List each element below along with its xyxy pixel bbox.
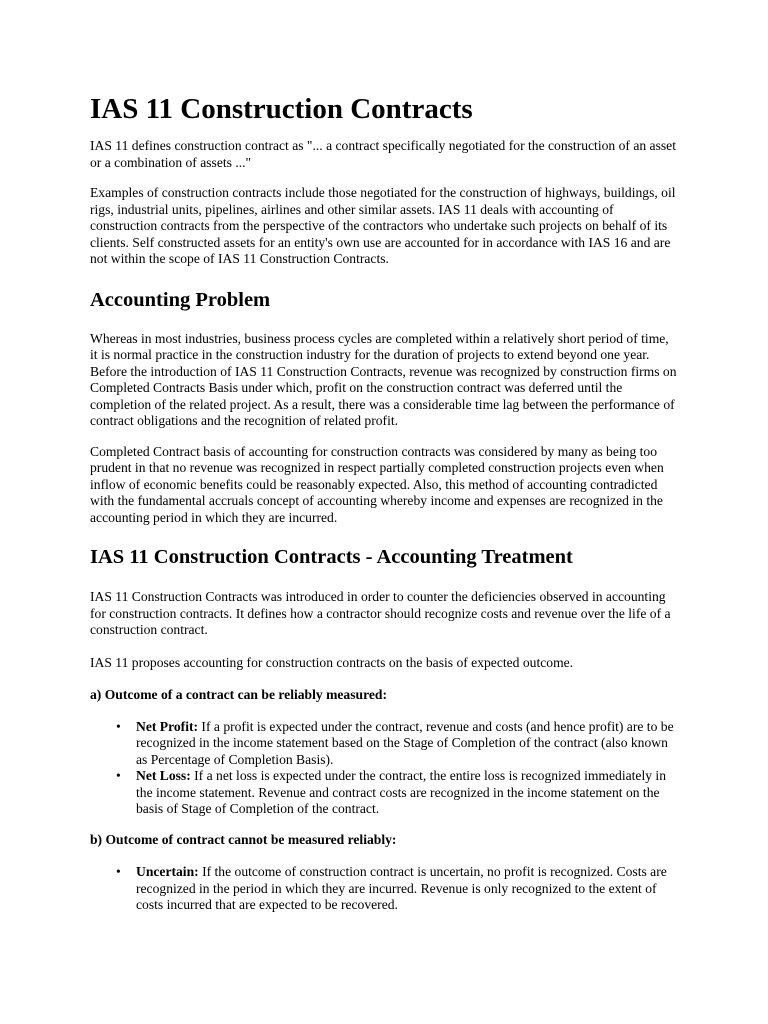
list-item-text: If a profit is expected under the contract, revenue and costs (and hence profit) are to be recognized in the income statement based on the Stage of Completion of the contract (also known as Percentage of Completion Basis). — [136, 718, 674, 767]
examples-paragraph: Examples of construction contracts include those negotiated for the construction of highways, buildings, oil rigs, industrial units, pipelines, airlines and other similar assets. IAS 11 deals with accounting of construction contracts from the perspective of the contractors who undertake such projects on behalf of its clients. Self constructed assets for an entity's own use are accounted for in accordance with IAS 16 and are not within the scope of IAS 11 Construction Contracts. — [90, 185, 676, 266]
treatment-paragraph-1: IAS 11 Construction Contracts was introduced in order to counter the deficiencies observed in accounting for construction contracts. It defines how a contractor should recognize costs and revenue over the life of a construction contract. — [90, 589, 671, 637]
list-item-term: Net Loss: — [136, 768, 191, 783]
list-item-text: If the outcome of construction contract is uncertain, no profit is recognized. Costs are recognized in the period in which they are incurred. Revenue is only recognized to the extent of costs incurred that are expected to be recovered. — [136, 864, 667, 912]
list-item — [116, 864, 678, 914]
problem-paragraph-2: Completed Contract basis of accounting for construction contracts was considered by many as being too prudent in that no revenue was recognized in respect partially completed construction projects even when inflow of economic benefits could be reasonably expected. Also, this method of accounting contradicted with the fundamental accruals concept of accounting whereby income and expenses are recognized in the accounting period in which they are incurred. — [90, 443, 664, 525]
list-item — [116, 718, 678, 769]
bullet-icon: • — [116, 718, 121, 734]
accounting-treatment-heading: IAS 11 Construction Contracts - Accounting Treatment — [90, 546, 573, 568]
list-item — [116, 768, 678, 818]
accounting-problem-heading: Accounting Problem — [90, 288, 271, 311]
bullet-icon: • — [116, 864, 121, 879]
treatment-paragraph-2: IAS 11 proposes accounting for construction contracts on the basis of expected outcome. — [90, 654, 574, 670]
list-item-text: If a net loss is expected under the contract, the entire loss is recognized immediately in the income statement. Revenue and contract costs are recognized in the income statement on the basis of Stage of Completion of the contract. — [136, 768, 666, 816]
bullet-icon: • — [116, 768, 121, 783]
case-a-heading: a) Outcome of a contract can be reliably measured: — [90, 687, 387, 702]
case-b-list — [90, 864, 678, 914]
page-title: IAS 11 Construction Contracts — [90, 93, 473, 125]
case-b-heading: b) Outcome of contract cannot be measured reliably: — [90, 831, 397, 847]
list-item-term: Net Profit: — [136, 718, 199, 734]
intro-paragraph: IAS 11 defines construction contract as "... a contract specifically negotiated for the construction of an asset or a combination of assets ..." — [90, 138, 676, 170]
case-a-list — [90, 719, 678, 818]
list-item-term: Uncertain: — [136, 864, 199, 879]
problem-paragraph-1: Whereas in most industries, business process cycles are completed within a relatively short period of time, it is normal practice in the construction industry for the duration of projects to extend beyond one year. Before the introduction of IAS 11 Construction Contracts, revenue was recognized by construction firms on Completed Contracts Basis under which, profit on the construction contract was deferred until the completion of the related project. As a result, there was a considerable time lag between the performance of contract obligations and the recognition of related profit. — [90, 330, 677, 428]
